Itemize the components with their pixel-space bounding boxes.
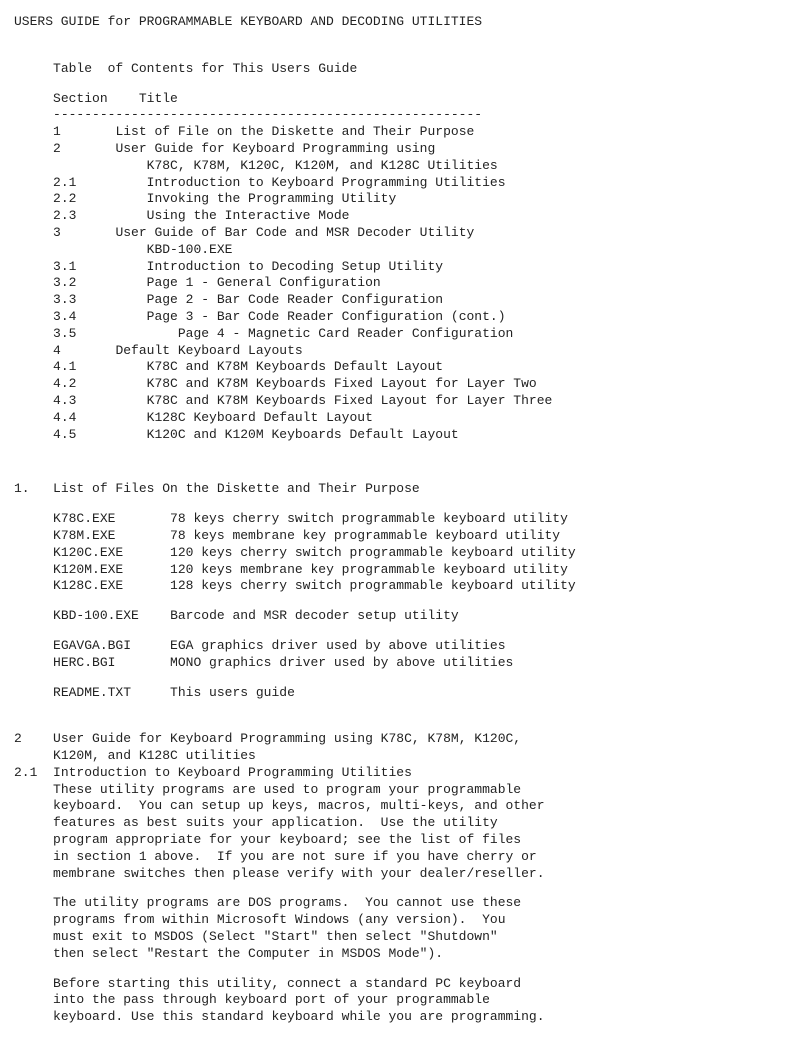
toc-entry-number: 3.2 xyxy=(53,275,77,291)
section-heading: User Guide for Keyboard Programming using K78C, K78M, K120C, xyxy=(53,731,522,747)
title-line xyxy=(14,14,576,31)
toc-entry xyxy=(14,208,576,225)
toc-entry-title: Page 2 - Bar Code Reader Configuration xyxy=(146,292,444,308)
paragraph-line xyxy=(14,832,576,849)
spacer xyxy=(14,443,576,481)
file-name: K78M.EXE xyxy=(53,527,116,543)
toc-entry-title: KBD-100.EXE xyxy=(146,241,233,257)
file-description: 78 keys membrane key programmable keyboard utility xyxy=(170,527,561,543)
toc-entry-title: Page 4 - Magnetic Card Reader Configuration xyxy=(177,325,514,341)
spacer xyxy=(14,625,576,638)
file-list-item xyxy=(14,562,576,579)
paragraph-text: keyboard. You can setup up keys, macros, multi-keys, and other xyxy=(53,798,545,814)
section2-heading-line xyxy=(14,748,576,765)
paragraph-text: These utility programs are used to program your programmable xyxy=(53,781,522,797)
paragraph-line xyxy=(14,1009,576,1026)
file-list-item xyxy=(14,528,576,545)
file-name: README.TXT xyxy=(53,684,132,700)
toc-entry-number: 1 xyxy=(53,124,61,140)
toc-rule: ------------------------------------------------------- xyxy=(53,107,483,123)
toc-entry xyxy=(14,175,576,192)
toc-entry xyxy=(14,225,576,242)
toc-entry-title: Introduction to Keyboard Programming Utilities xyxy=(146,174,506,190)
toc-entry-title: K120C and K120M Keyboards Default Layout xyxy=(146,426,459,442)
paragraph-line xyxy=(14,782,576,799)
toc-entry-title: K128C Keyboard Default Layout xyxy=(146,409,373,425)
toc-entry-number: 2.2 xyxy=(53,191,77,207)
paragraph-text: programs from within Microsoft Windows (any version). You xyxy=(53,912,506,928)
file-description: 120 keys membrane key programmable keyboard utility xyxy=(170,561,568,577)
toc-col-title: Title xyxy=(138,90,178,106)
paragraph-text: The utility programs are DOS programs. You cannot use these xyxy=(53,895,522,911)
spacer xyxy=(14,672,576,685)
toc-entry-number: 3.1 xyxy=(53,258,77,274)
file-list-item xyxy=(14,685,576,702)
toc-entry xyxy=(14,242,576,259)
file-list-item xyxy=(14,545,576,562)
file-list-item xyxy=(14,638,576,655)
toc-rule-line xyxy=(14,107,576,124)
spacer xyxy=(14,963,576,976)
document-body xyxy=(14,14,576,1026)
toc-entry xyxy=(14,359,576,376)
toc-entry-number: 3.3 xyxy=(53,292,77,308)
paragraph-line xyxy=(14,866,576,883)
paragraph-text: into the pass through keyboard port of your programmable xyxy=(53,992,490,1008)
section-number: 2 xyxy=(14,731,22,747)
file-description: MONO graphics driver used by above utilities xyxy=(170,654,514,670)
file-description: 128 keys cherry switch programmable keyboard utility xyxy=(170,578,576,594)
toc-entry xyxy=(14,158,576,175)
file-description: This users guide xyxy=(170,684,295,700)
toc-entry-number: 4 xyxy=(53,342,61,358)
paragraph-line xyxy=(14,895,576,912)
file-list-item xyxy=(14,578,576,595)
subsection-heading-line xyxy=(14,765,576,782)
toc-entry xyxy=(14,376,576,393)
toc-entry-title: Page 1 - General Configuration xyxy=(146,275,381,291)
paragraph-text: must exit to MSDOS (Select "Start" then select "Shutdown" xyxy=(53,929,498,945)
paragraph-text: Before starting this utility, connect a standard PC keyboard xyxy=(53,975,522,991)
toc-entry xyxy=(14,309,576,326)
paragraph-text: features as best suits your application. Use the utility xyxy=(53,815,498,831)
paragraph-text: membrane switches then please verify with your dealer/reseller. xyxy=(53,865,545,881)
spacer xyxy=(14,595,576,608)
section1-heading-line xyxy=(14,481,576,498)
paragraph-line xyxy=(14,976,576,993)
paragraph-line xyxy=(14,798,576,815)
file-name: HERC.BGI xyxy=(53,654,116,670)
section-number: 1. xyxy=(14,481,30,497)
toc-entry-title: User Guide for Keyboard Programming using xyxy=(115,140,436,156)
toc-entry-number: 4.3 xyxy=(53,392,77,408)
toc-entry xyxy=(14,343,576,360)
toc-entry-title: List of File on the Diskette and Their Purpose xyxy=(115,124,475,140)
toc-entry-title: Invoking the Programming Utility xyxy=(146,191,397,207)
file-list-item xyxy=(14,608,576,625)
toc-entry-title: Using the Interactive Mode xyxy=(146,208,350,224)
toc-entry-number: 4.2 xyxy=(53,376,77,392)
toc-entry xyxy=(14,124,576,141)
file-name: EGAVGA.BGI xyxy=(53,637,132,653)
paragraph-line xyxy=(14,849,576,866)
paragraph-text: keyboard. Use this standard keyboard while you are programming. xyxy=(53,1009,545,1025)
toc-entry xyxy=(14,427,576,444)
toc-entry xyxy=(14,275,576,292)
paragraph-line xyxy=(14,992,576,1009)
file-description: 78 keys cherry switch programmable keyboard utility xyxy=(170,511,568,527)
toc-heading: Table of Contents for This Users Guide xyxy=(53,60,358,76)
paragraph-line xyxy=(14,929,576,946)
file-description: 120 keys cherry switch programmable keyboard utility xyxy=(170,544,576,560)
paragraph-line xyxy=(14,946,576,963)
toc-col-section: Section xyxy=(53,90,108,106)
toc-entry-title: K78C, K78M, K120C, K120M, and K128C Utilities xyxy=(146,157,498,173)
file-name: K120C.EXE xyxy=(53,544,124,560)
toc-entry-number: 2.3 xyxy=(53,208,77,224)
toc-entry-number: 3.5 xyxy=(53,325,77,341)
paragraph-text: program appropriate for your keyboard; see the list of files xyxy=(53,832,522,848)
toc-entry xyxy=(14,141,576,158)
subsection-heading: Introduction to Keyboard Programming Utilities xyxy=(53,764,412,780)
file-description: Barcode and MSR decoder setup utility xyxy=(170,608,459,624)
toc-entry-number: 4.1 xyxy=(53,359,77,375)
section-heading-cont: K120M, and K128C utilities xyxy=(53,748,256,764)
file-name: K128C.EXE xyxy=(53,578,124,594)
toc-heading-line xyxy=(14,61,576,78)
file-description: EGA graphics driver used by above utilities xyxy=(170,637,506,653)
toc-entry-title: K78C and K78M Keyboards Default Layout xyxy=(146,359,444,375)
toc-entry xyxy=(14,259,576,276)
toc-entry-title: User Guide of Bar Code and MSR Decoder Utility xyxy=(115,224,475,240)
file-name: K78C.EXE xyxy=(53,511,116,527)
file-list-item xyxy=(14,511,576,528)
toc-entry-number: 2 xyxy=(53,140,61,156)
spacer xyxy=(14,882,576,895)
toc-entry-number: 3 xyxy=(53,224,61,240)
toc-entry xyxy=(14,393,576,410)
toc-entry xyxy=(14,326,576,343)
toc-entry xyxy=(14,191,576,208)
toc-entry-number: 2.1 xyxy=(53,174,77,190)
toc-entry-title: Default Keyboard Layouts xyxy=(115,342,303,358)
subsection-number: 2.1 xyxy=(14,764,38,780)
spacer xyxy=(14,498,576,511)
paragraph-text: then select "Restart the Computer in MSDOS Mode"). xyxy=(53,945,444,961)
toc-entry-number: 4.5 xyxy=(53,426,77,442)
spacer xyxy=(14,31,576,61)
paragraph-line xyxy=(14,815,576,832)
toc-entry-number: 3.4 xyxy=(53,308,77,324)
toc-entry-title: K78C and K78M Keyboards Fixed Layout for Layer Two xyxy=(146,376,537,392)
paragraph-line xyxy=(14,912,576,929)
toc-entry xyxy=(14,410,576,427)
section2-heading-line xyxy=(14,731,576,748)
document-title: USERS GUIDE for PROGRAMMABLE KEYBOARD AND DECODING UTILITIES xyxy=(14,14,483,29)
file-list-item xyxy=(14,655,576,672)
file-name: K120M.EXE xyxy=(53,561,124,577)
toc-entry-title: K78C and K78M Keyboards Fixed Layout for Layer Three xyxy=(146,392,553,408)
toc-entry-title: Introduction to Decoding Setup Utility xyxy=(146,258,444,274)
section-heading: List of Files On the Diskette and Their Purpose xyxy=(53,481,420,497)
toc-columns-line xyxy=(14,91,576,108)
toc-entry-title: Page 3 - Bar Code Reader Configuration (cont.) xyxy=(146,308,506,324)
spacer xyxy=(14,701,576,731)
spacer xyxy=(14,78,576,91)
file-name: KBD-100.EXE xyxy=(53,608,139,624)
toc-entry-number: 4.4 xyxy=(53,409,77,425)
toc-entry xyxy=(14,292,576,309)
paragraph-text: in section 1 above. If you are not sure if you have cherry or xyxy=(53,848,537,864)
